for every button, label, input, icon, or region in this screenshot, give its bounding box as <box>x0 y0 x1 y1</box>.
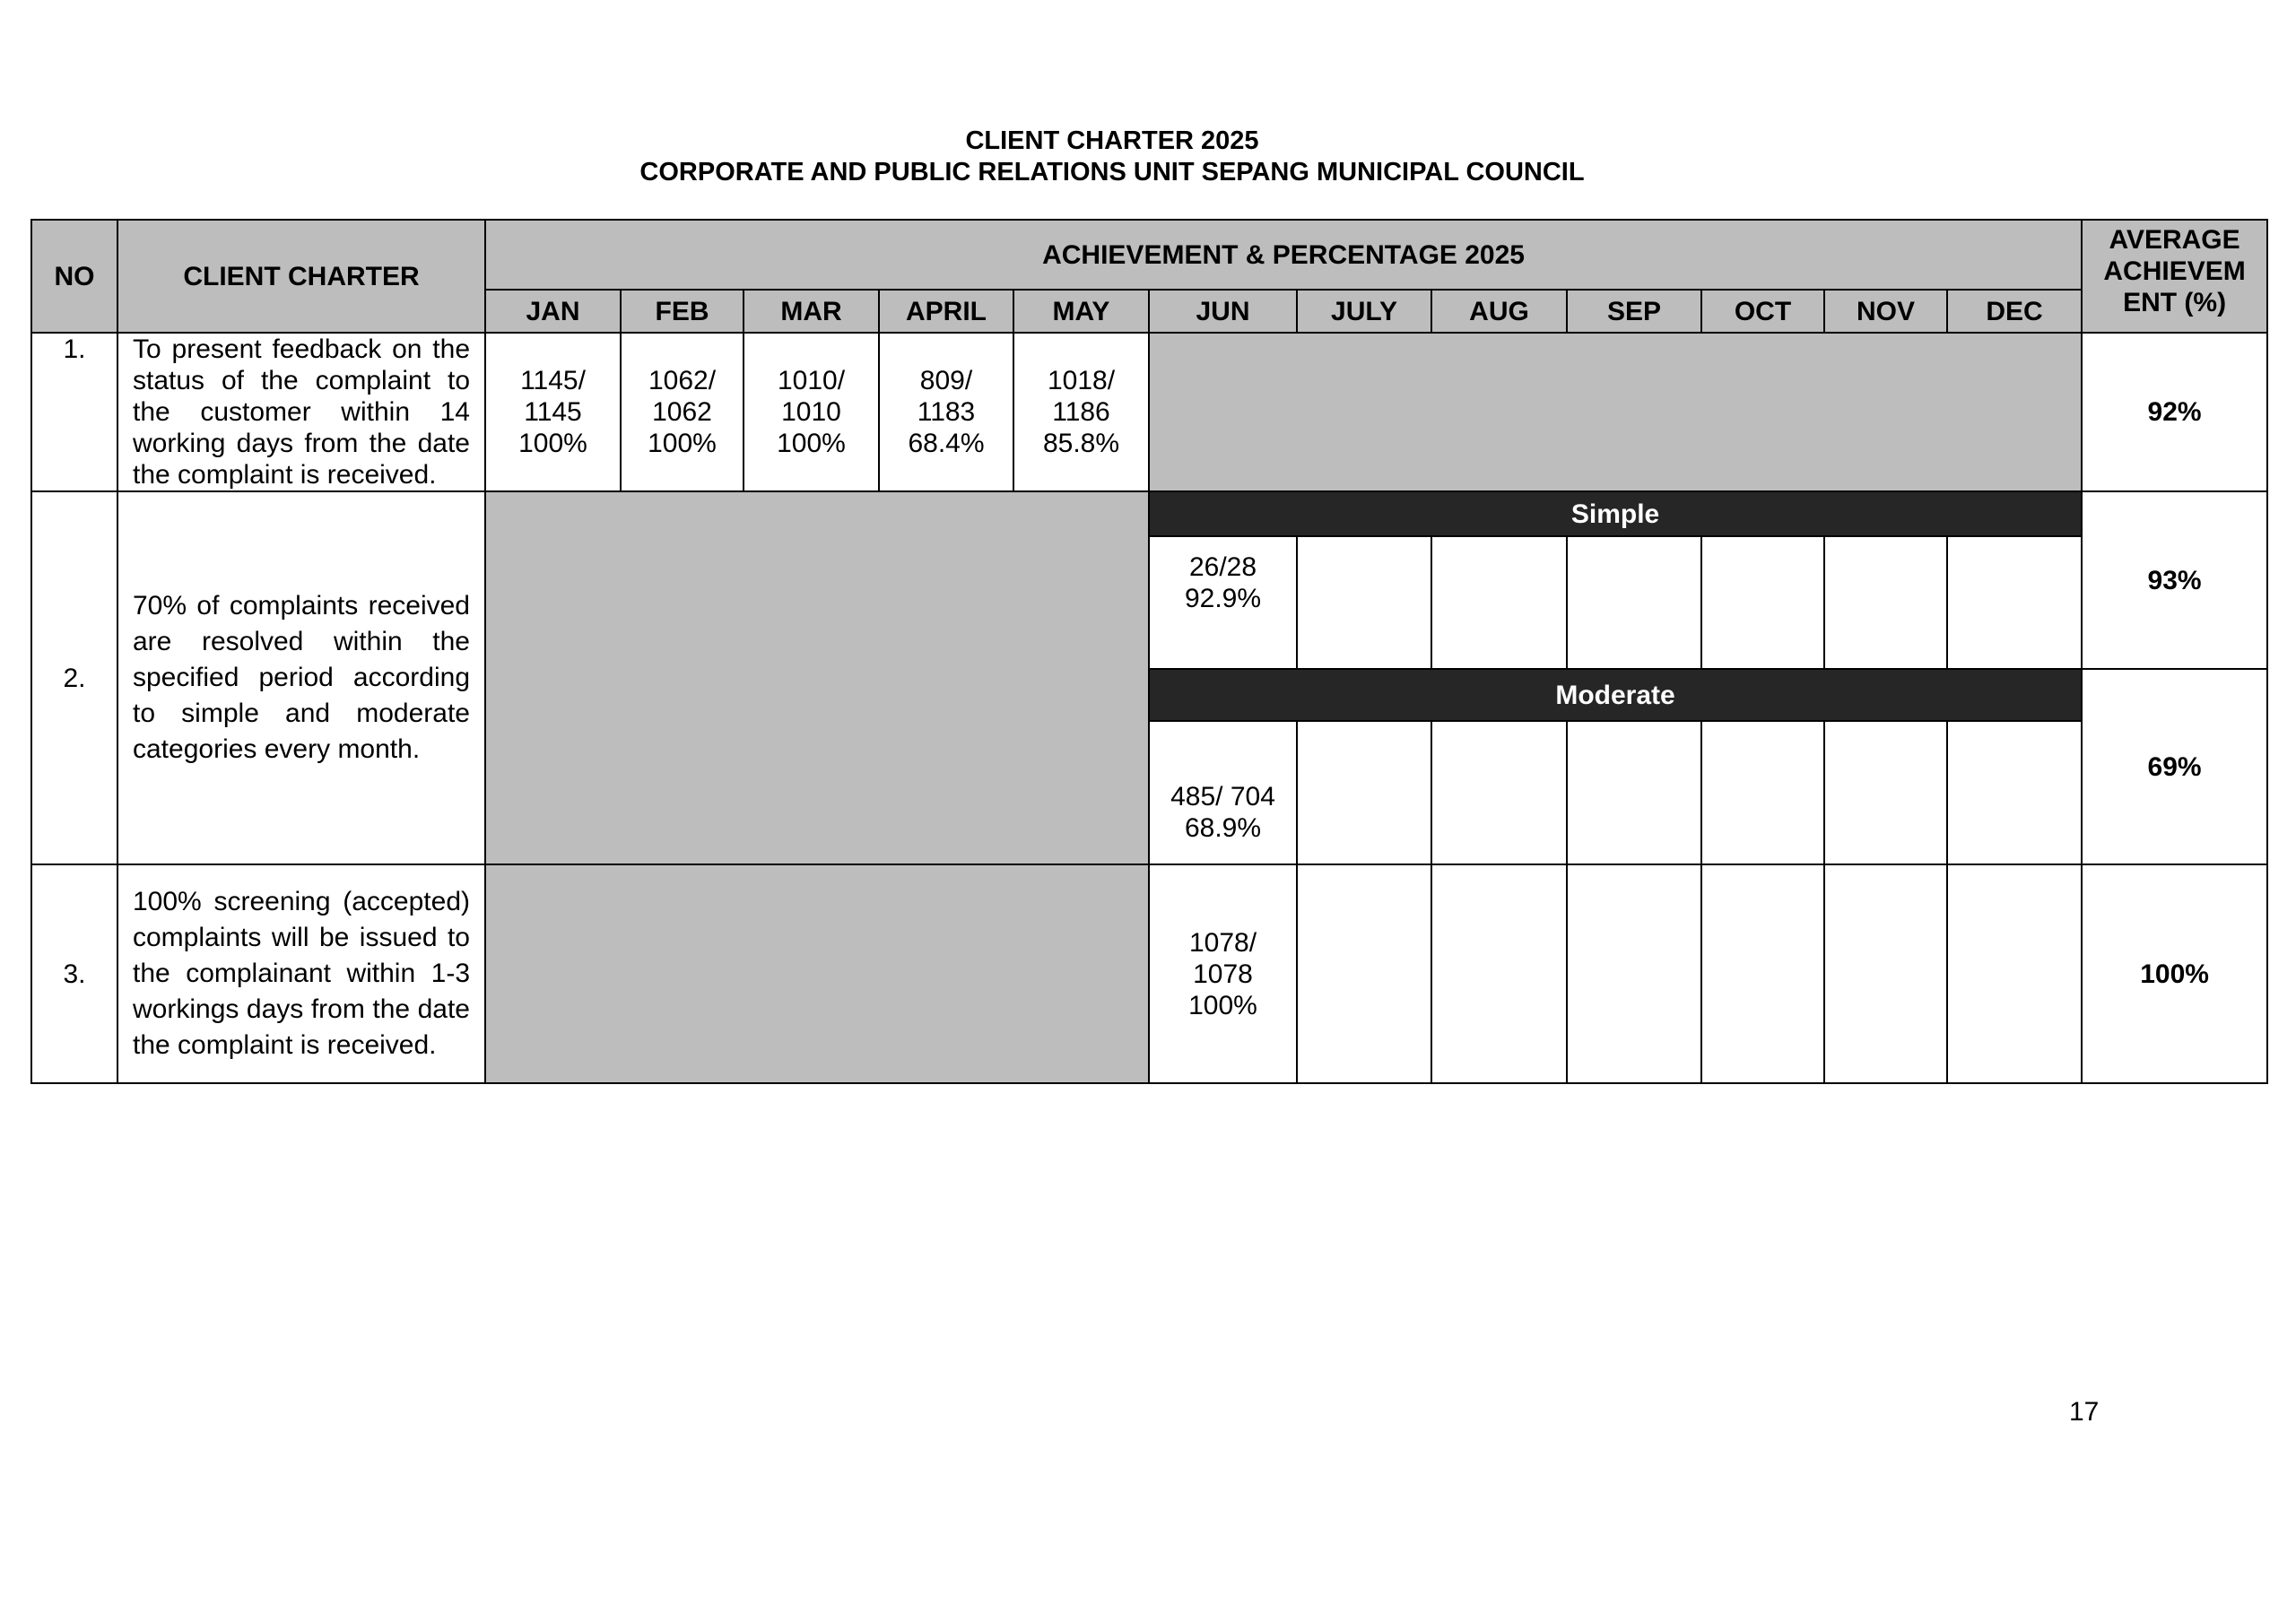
moderate-value-jun: 485/ 704 68.9% <box>1149 721 1297 864</box>
value-mar: 1010/ 1010 100% <box>744 333 879 491</box>
empty-cell <box>1297 721 1431 864</box>
value-may: 1018/ 1186 85.8% <box>1013 333 1149 491</box>
month-feb: FEB <box>621 290 744 333</box>
row-number: 1. <box>31 333 117 491</box>
empty-cell <box>1947 536 2082 669</box>
row-number: 3. <box>31 864 117 1083</box>
header-achievement: ACHIEVEMENT & PERCENTAGE 2025 <box>485 220 2082 290</box>
month-nov: NOV <box>1824 290 1947 333</box>
empty-cell <box>1431 536 1567 669</box>
charter-row-2-simple-header <box>31 491 2267 536</box>
header-client-charter: CLIENT CHARTER <box>117 220 485 333</box>
average-value: 92% <box>2082 333 2267 491</box>
empty-cell <box>1297 864 1431 1083</box>
shaded-cell <box>485 864 1149 1083</box>
empty-cell <box>1947 721 2082 864</box>
header-no: NO <box>31 220 117 333</box>
month-dec: DEC <box>1947 290 2082 333</box>
charter-row-1 <box>31 333 2267 491</box>
charter-row-3 <box>31 864 2267 1083</box>
month-mar: MAR <box>744 290 879 333</box>
document-subtitle: CORPORATE AND PUBLIC RELATIONS UNIT SEPANG MUNICIPAL COUNCIL <box>639 158 1585 187</box>
month-jan: JAN <box>485 290 621 333</box>
row-number: 2. <box>31 491 117 864</box>
empty-cell <box>1297 536 1431 669</box>
empty-cell <box>1701 721 1824 864</box>
empty-cell <box>1567 864 1701 1083</box>
charter-description: 100% screening (accepted) complaints will be issued to the complainant within 1-3 workings days from the date the complaint is received. <box>117 864 485 1083</box>
empty-cell <box>1824 721 1947 864</box>
header-row <box>31 220 2267 290</box>
simple-average-value: 93% <box>2082 491 2267 669</box>
empty-cell <box>1431 721 1567 864</box>
empty-cell <box>1567 536 1701 669</box>
empty-cell <box>1567 721 1701 864</box>
month-oct: OCT <box>1701 290 1824 333</box>
month-may: MAY <box>1013 290 1149 333</box>
value-jan: 1145/ 1145 100% <box>485 333 621 491</box>
empty-cell <box>1947 864 2082 1083</box>
charter-description: To present feedback on the status of the complaint to the customer within 14 working days from the date the complaint is received. <box>117 333 485 491</box>
average-value: 100% <box>2082 864 2267 1083</box>
empty-cell <box>1824 864 1947 1083</box>
page-number: 17 <box>2069 1397 2100 1427</box>
month-april: APRIL <box>879 290 1013 333</box>
shaded-cell <box>485 491 1149 864</box>
value-feb: 1062/ 1062 100% <box>621 333 744 491</box>
empty-cell <box>1431 864 1567 1083</box>
simple-category-label: Simple <box>1149 491 2082 536</box>
empty-cell <box>1701 536 1824 669</box>
header-average: AVERAGE ACHIEVEM ENT (%) <box>2082 220 2267 333</box>
shaded-cell <box>1149 333 2082 491</box>
moderate-average-value: 69% <box>2082 669 2267 864</box>
moderate-category-label: Moderate <box>1149 669 2082 721</box>
simple-value-jun: 26/28 92.9% <box>1149 536 1297 669</box>
document-title: CLIENT CHARTER 2025 <box>965 126 1259 155</box>
month-aug: AUG <box>1431 290 1567 333</box>
value-jun: 1078/ 1078 100% <box>1149 864 1297 1083</box>
charter-description: 70% of complaints received are resolved within the specified period according to simple and moderate categories every month. <box>117 491 485 864</box>
month-jun: JUN <box>1149 290 1297 333</box>
client-charter-table <box>30 219 2268 1084</box>
value-april: 809/ 1183 68.4% <box>879 333 1013 491</box>
empty-cell <box>1824 536 1947 669</box>
empty-cell <box>1701 864 1824 1083</box>
month-july: JULY <box>1297 290 1431 333</box>
month-sep: SEP <box>1567 290 1701 333</box>
